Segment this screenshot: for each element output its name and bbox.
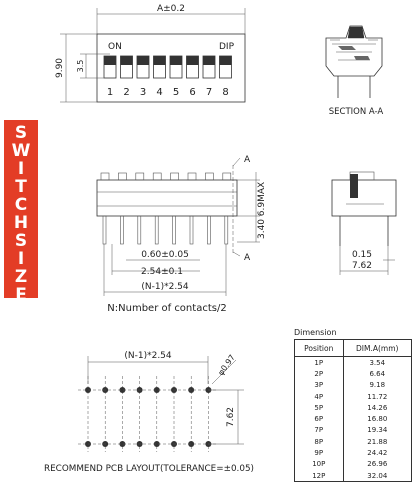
side-pin (190, 216, 193, 244)
cell-dim-a: 16.80 (343, 413, 411, 424)
side-pin (138, 216, 141, 244)
banner-letter: C (14, 195, 28, 215)
side-actuator (205, 173, 213, 180)
dip-switch-knob (170, 56, 182, 65)
table-row (295, 402, 412, 413)
side-actuator (136, 173, 144, 180)
dim-pcb-row-label: 7.62 (226, 406, 236, 428)
table-row (295, 413, 412, 424)
banner-letter: S (14, 231, 28, 251)
dim-hole-label: φ0.97 (216, 353, 237, 378)
dip-switch-knob (203, 56, 215, 65)
cell-position: 10P (295, 459, 344, 470)
side-pins (103, 216, 228, 244)
dim-body-label: 6.9MAX (257, 181, 267, 217)
dim-end-pin-label: 0.15 (351, 250, 373, 260)
dim-end-row-label: 7.62 (351, 261, 373, 271)
cell-position: 12P (295, 470, 344, 482)
pcb-layout (44, 351, 254, 474)
side-pin (225, 216, 228, 244)
side-pin (207, 216, 210, 244)
cell-dim-a: 32.04 (343, 470, 411, 482)
cell-dim-a: 24.42 (343, 447, 411, 458)
cell-dim-a: 3.54 (343, 357, 411, 369)
section-caption: SECTION A-A (328, 107, 384, 117)
dip-switch-knob (104, 56, 116, 65)
table-row (295, 357, 412, 369)
cell-position: 1P (295, 357, 344, 369)
label-dip: DIP (218, 42, 234, 52)
side-actuator (153, 173, 161, 180)
switch-number: 3 (139, 87, 147, 98)
dim-pcb-span-label: (N-1)*2.54 (124, 351, 172, 361)
side-pin (173, 216, 176, 244)
dimension-table-grid (294, 339, 412, 482)
side-actuator (223, 173, 231, 180)
banner-letter: T (15, 177, 27, 197)
banner-letter: Z (14, 267, 28, 287)
pcb-hole-grid (78, 376, 218, 452)
marker-a-top: A (244, 155, 251, 165)
dimension-table-body (295, 357, 412, 482)
switch-number: 7 (205, 87, 213, 98)
cell-dim-a: 19.34 (343, 425, 411, 436)
side-view (97, 155, 267, 314)
dip-switch-knob (121, 56, 133, 65)
header-position: Position (295, 340, 344, 357)
side-pin (103, 216, 106, 244)
pcb-caption: RECOMMEND PCB LAYOUT(TOLERANCE=±0.05) (44, 464, 254, 474)
table-row (295, 391, 412, 402)
banner-letter: I (17, 249, 25, 269)
side-actuator (118, 173, 126, 180)
side-pin (120, 216, 123, 244)
dimension-table-header-row (295, 340, 412, 357)
side-actuator (171, 173, 179, 180)
switch-number: 1 (106, 87, 114, 98)
section-actuator (348, 27, 364, 38)
top-view (55, 4, 245, 102)
banner-letter: W (11, 141, 31, 161)
cell-dim-a: 9.18 (343, 380, 411, 391)
cell-position: 9P (295, 447, 344, 458)
cell-position: 2P (295, 368, 344, 379)
marker-a-bottom: A (244, 253, 251, 263)
side-actuator (101, 173, 109, 180)
table-row (295, 470, 412, 482)
dim-pitch-label: 2.54±0.1 (141, 267, 183, 277)
end-view (332, 172, 396, 275)
dim-total-label: (N-1)*2.54 (141, 282, 189, 292)
side-pin (155, 216, 158, 244)
banner-letter: E (15, 285, 27, 305)
dim-a-label: A±0.2 (156, 4, 186, 14)
cell-position: 7P (295, 425, 344, 436)
header-dim-a: DIM.A(mm) (343, 340, 411, 357)
dimension-table (294, 328, 412, 482)
cell-position: 8P (295, 436, 344, 447)
switch-numbers (107, 87, 229, 98)
dip-switch-knob (187, 56, 199, 65)
dimension-table-caption: Dimension (294, 328, 337, 337)
switch-row (104, 56, 232, 78)
dim-pin-width-label: 0.60±0.05 (141, 250, 189, 260)
table-row (295, 436, 412, 447)
end-body (332, 180, 396, 216)
cell-dim-a: 26.96 (343, 459, 411, 470)
cell-position: 5P (295, 402, 344, 413)
cell-dim-a: 6.64 (343, 368, 411, 379)
dim-height-label: 9.90 (55, 57, 65, 79)
side-actuators (101, 173, 231, 180)
banner-letter: H (13, 213, 29, 233)
banner-letter: I (17, 159, 25, 179)
label-on: ON (108, 42, 122, 52)
cell-position: 3P (295, 380, 344, 391)
table-row (295, 447, 412, 458)
cell-dim-a: 21.88 (343, 436, 411, 447)
table-row (295, 459, 412, 470)
contacts-note: N:Number of contacts/2 (107, 303, 227, 314)
table-row (295, 425, 412, 436)
switch-number: 4 (156, 87, 163, 98)
cell-dim-a: 14.26 (343, 402, 411, 413)
side-body (97, 180, 237, 216)
switch-number: 5 (172, 87, 180, 98)
switch-number: 8 (222, 87, 229, 98)
cell-position: 4P (295, 391, 344, 402)
dim-pin-label: 3.40 (257, 218, 267, 240)
cell-dim-a: 11.72 (343, 391, 411, 402)
table-row (295, 368, 412, 379)
side-actuator (188, 173, 196, 180)
dip-switch-knob (137, 56, 149, 65)
dim-switch-label: 3.5 (76, 59, 85, 73)
switch-number: 6 (189, 87, 196, 98)
table-row (295, 380, 412, 391)
switch-number: 2 (123, 87, 130, 98)
banner-letter: S (14, 123, 28, 143)
dip-switch-knob (154, 56, 166, 65)
cell-position: 6P (295, 413, 344, 424)
section-view (326, 26, 383, 117)
dip-switch-knob (220, 56, 232, 65)
